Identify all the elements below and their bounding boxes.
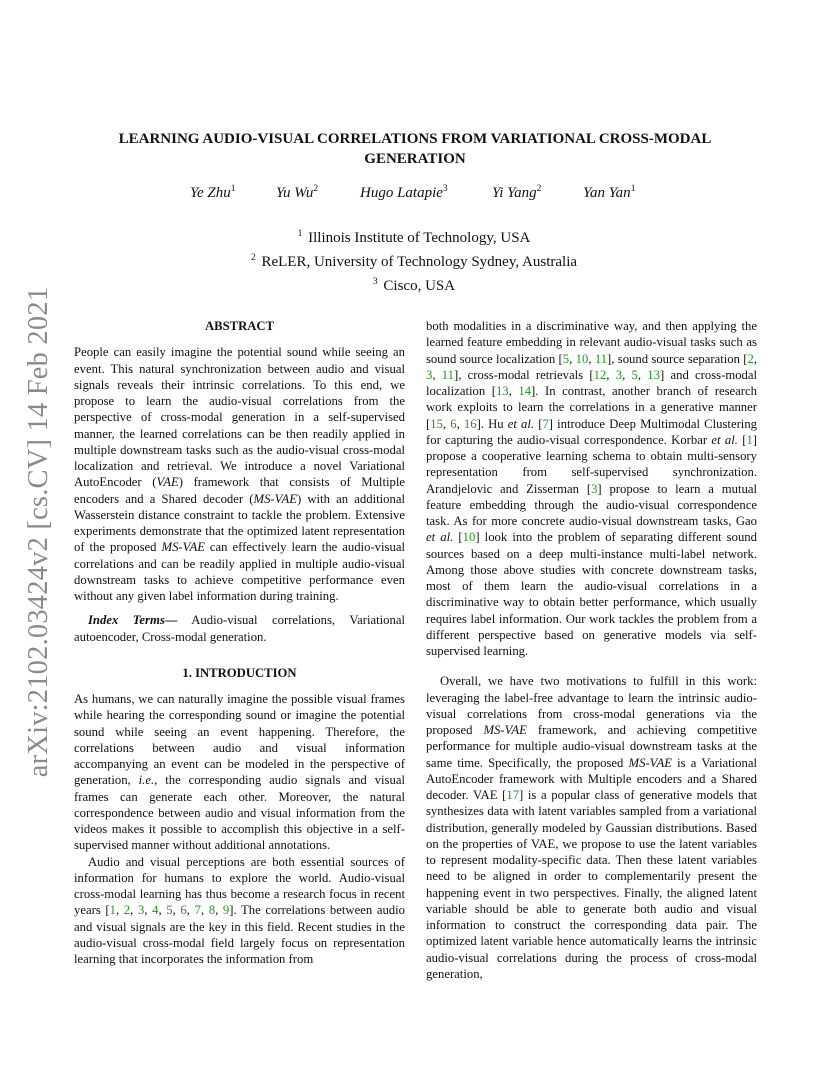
affiliations	[0, 224, 828, 296]
citation-link[interactable]: 1	[109, 903, 116, 918]
index-terms: Index Terms— Audio-visual correlations, Variational autoencoder, Cross-modal generation.	[74, 613, 405, 644]
right-column	[426, 318, 757, 982]
citation-link[interactable]: 17	[506, 788, 520, 802]
citation-link[interactable]: 15	[430, 416, 443, 431]
citation-link[interactable]: 11	[594, 351, 608, 366]
citation-link[interactable]: 7	[194, 903, 201, 918]
intro-paragraph-4: Overall, we have two motivations to fulfill in this work: leveraging the label-free advantage to learn the intrinsic audio-visual correlations from cross-modal generations via the proposed MS-VAE framework, and achieving competitive performance for multiple audio-visual downstream tasks at the same time. Specifically, the proposed MS-VAE is a Variational AutoEncoder framework with Multiple encoders and a Shared decoder. VAE [17] is a popular class of generative models that synthesizes data with latent variables sampled from a variational distribution, generally modeled by Gaussian distributions. Based on the properties of VAE, we propose to use the latent variables to represent modality-specific data. Then these latent variables need to be aligned in order to complementarily present the happening event in two perspectives. Finally, the aligned latent variable should be able to generate both audio and visual information to construct the corresponding data pair. The optimized latent variable hence automatically learns the intrinsic audio-visual correlations during the process of cross-modal generation,	[426, 674, 758, 981]
abstract-body: People can easily imagine the potential sound while seeing an event. This natural synchronization between audio and visual signals reveals their intrinsic correlations. To this end, we propose to learn the audio-visual correlations from the perspective of cross-modal generation in a self-supervised manner, the learned correlations can be then readily applied in multiple downstream tasks such as the audio-visual cross-modal localization and retrieval. We introduce a novel Variational AutoEncoder (VAE) framework that consists of Multiple encoders and a Shared decoder (MS-VAE) with an additional Wasserstein distance constraint to tackle the problem. Extensive experiments demonstrate that the optimized latent representation of the proposed MS-VAE can effectively learn the audio-visual correlations and can be readily applied in multiple audio-visual downstream tasks to achieve competitive performance even without any given label information during training.	[74, 345, 405, 603]
citation-link[interactable]: 10	[575, 351, 589, 366]
citation-link[interactable]: 5	[166, 903, 173, 918]
citation-link[interactable]: 6	[450, 416, 457, 431]
author: Yan Yan$^1$	[583, 184, 636, 201]
citation-link[interactable]: 16	[463, 416, 477, 431]
author: Hugo Latapie$^3$	[360, 184, 448, 201]
citation-link[interactable]: 12	[593, 367, 607, 382]
citation-link[interactable]: 6	[180, 903, 187, 918]
citation-link[interactable]: 13	[647, 367, 660, 382]
affiliation: $^1$ Illinois Institute of Technology, USA	[297, 229, 531, 246]
arxiv-stamp-text: arXiv:2102.03424v2 [cs.CV] 14 Feb 2021	[23, 286, 55, 778]
paper-title	[80, 129, 750, 169]
citation-link[interactable]: 13	[495, 384, 509, 398]
affiliation: $^3$ Cisco, USA	[372, 277, 456, 294]
intro-paragraph-3: both modalities in a discriminative way, and then applying the learned feature embedding in relevant audio-visual tasks such as sound source localization [5, 10, 11], sound source separation [2, 3, 11], cross-modal retrievals [12, 3, 5, 13] and cross-modal localization [13, 14]. In contrast, another branch of research work exploits to learn the correlations in a generative manner [15, 6, 16]. Hu et al. [7] introduce Deep Multimodal Clustering for capturing the audio-visual correspondence. Korbar et al. [1] propose a cooperative learning schema to obtain multi-sensory representation from self-supervised synchronization. Arandjelovic and Zisserman [3] propose to learn a mutual feature embedding through the audio-visual correspondence task. As for more concrete audio-visual downstream tasks, Gao et al. [10] look into the problem of separating different sound sources based on a deep multi-instance multi-label network. Among those above studies with concrete downstream tasks, most of them learn the audio-visual correlations in a discriminative way to obtain better performance, which usually requires label information. Our work tackles the problem from a different perspective based on generative models via self-supervised learning.	[426, 319, 758, 658]
title-line-2: GENERATION	[364, 151, 466, 167]
citation-link[interactable]: 3	[615, 367, 623, 382]
title-line-1: LEARNING AUDIO-VISUAL CORRELATIONS FROM VARIATIONAL CROSS-MODAL	[118, 131, 712, 147]
citation-link[interactable]: 2	[747, 351, 754, 366]
author-list	[0, 184, 828, 208]
left-column	[74, 318, 405, 967]
affiliation: $^2$ ReLER, University of Technology Sydney, Australia	[250, 253, 578, 270]
citation-link[interactable]: 5	[631, 367, 638, 382]
citation-link[interactable]: 5	[562, 351, 570, 366]
intro-paragraph-1: As humans, we can naturally imagine the possible visual frames while hearing the corresponding sound or imagine the potential sound while seeing an event happening. Therefore, the correlations between audio and visual information accompanying an event can be modeled in the perspective of generation, i.e., the corresponding audio signals and visual frames can generate each other. Moreover, the natural correspondence between audio and visual information from the videos makes it possible to accomplish this objective in a self-supervised manner without additional annotations.	[74, 692, 405, 853]
citation-link[interactable]: 3	[426, 367, 433, 382]
citation-link[interactable]: 4	[152, 903, 159, 918]
section-heading-introduction: 1. INTRODUCTION	[182, 665, 297, 680]
author: Yu Wu$^2$	[276, 184, 319, 201]
author: Yi Yang$^2$	[492, 184, 542, 201]
citation-link[interactable]: 14	[518, 384, 532, 398]
citation-link[interactable]: 9	[222, 903, 230, 918]
citation-link[interactable]: 7	[542, 416, 549, 431]
author: Ye Zhu$^1$	[190, 184, 236, 201]
citation-link[interactable]: 10	[462, 530, 476, 545]
intro-paragraph-2: Audio and visual perceptions are both essential sources of information for humans to explore the world. Audio-visual cross-modal learning has thus become a research focus in recent years [1, 2, 3, 4, 5, 6, 7, 8, 9]. The correlations between audio and visual signals are the key in this field. Recent studies in the audio-visual cross-modal field largely focus on representation learning that incorporates the information from	[74, 854, 406, 966]
citation-link[interactable]: 1	[746, 432, 753, 447]
citation-link[interactable]: 3	[591, 481, 598, 496]
citation-link[interactable]: 11	[441, 367, 454, 382]
citation-link[interactable]: 3	[137, 903, 145, 918]
citation-link[interactable]: 2	[123, 903, 131, 918]
abstract-heading: ABSTRACT	[204, 319, 275, 333]
arxiv-stamp	[18, 287, 60, 777]
citation-link[interactable]: 8	[208, 903, 216, 918]
